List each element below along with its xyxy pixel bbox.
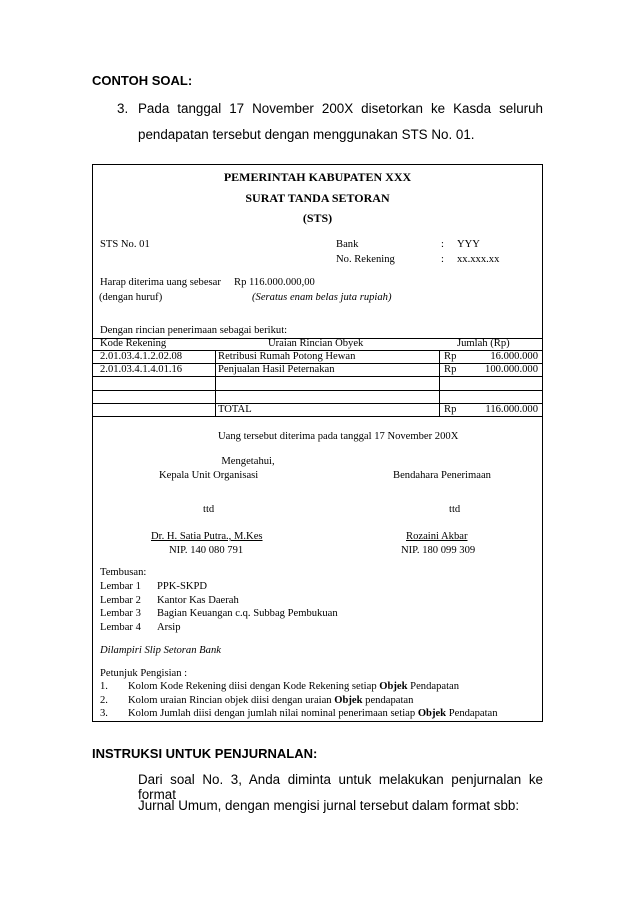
sts-title-government: PEMERINTAH KABUPATEN XXX [223,170,412,184]
column-header-uraian: Uraian Rincian Obyek [268,338,364,349]
bendahara-title: Bendahara Penerimaan [393,470,491,481]
petunjuk-label: Petunjuk Pengisian : [100,668,188,679]
instruksi-line-1: Dari soal No. 3, Anda diminta untuk melakukan penjurnalan ke format [138,772,543,802]
petunjuk-item: Kolom Kode Rekening diisi dengan Kode Rekening setiap Objek Pendapatan [128,681,460,692]
column-header-kode: Kode Rekening [100,338,167,349]
bank-label: Bank [336,239,359,250]
bank-value: YYY [457,239,480,250]
amount-words-value: (Seratus enam belas juta rupiah) [252,292,392,303]
tembusan-lembar: Lembar 3 [100,608,141,619]
ttd-left: ttd [203,504,215,515]
sts-form [92,164,543,722]
dilampiri-note: Dilampiri Slip Setoran Bank [100,645,221,656]
sts-title-form: SURAT TANDA SETORAN [245,191,390,205]
row-kode: 2.01.03.4.1.2.02.08 [100,351,183,362]
row-rp: Rp [444,351,457,362]
tembusan-lembar: Lembar 4 [100,622,141,633]
amount-label: Harap diterima uang sebesar [100,277,221,288]
question-number: 3. [117,101,129,116]
total-label: TOTAL [218,404,252,415]
sts-title-abbrev: (STS) [302,211,333,225]
kepala-title: Kepala Unit Organisasi [159,470,259,481]
petunjuk-item: Kolom Jumlah diisi dengan jumlah nilai nominal penerimaan setiap Objek Pendapatan [128,708,498,719]
signatory-right-nip: NIP. 180 099 309 [401,545,476,556]
petunjuk-item: Kolom uraian Rincian objek diisi dengan uraian Objek pendapatan [128,695,414,706]
account-separator: : [441,254,444,265]
instruksi-line-2: Jurnal Umum, dengan mengisi jurnal tersebut dalam format sbb: [138,798,520,813]
row-kode: 2.01.03.4.1.4.01.16 [100,364,183,375]
mengetahui-label: Mengetahui, [221,456,275,467]
tembusan-tujuan: Arsip [157,622,181,633]
row-rp: Rp [444,364,457,375]
account-label: No. Rekening [336,254,395,265]
total-value: 116.000.000 [485,404,538,415]
row-uraian: Retribusi Rumah Potong Hewan [218,351,356,362]
petunjuk-number: 2. [100,695,108,706]
tembusan-lembar: Lembar 1 [100,581,141,592]
question-line-2: pendapatan tersebut dengan menggunakan STS No. 01. [138,127,475,142]
signatory-left-name: Dr. H. Satia Putra., M.Kes [151,531,263,542]
rincian-intro: Dengan rincian penerimaan sebagai berikut: [100,325,288,336]
row-jumlah: 16.000.000 [490,351,538,362]
tembusan-label: Tembusan: [100,567,147,578]
tembusan-lembar: Lembar 2 [100,595,141,606]
instruksi-heading: INSTRUKSI UNTUK PENJURNALAN: [92,746,318,761]
amount-words-label: (dengan huruf) [99,292,163,303]
row-jumlah: 100.000.000 [485,364,538,375]
amount-value: Rp 116.000.000,00 [234,277,315,288]
column-header-jumlah: Jumlah (Rp) [457,338,510,349]
petunjuk-number: 1. [100,681,108,692]
petunjuk-number: 3. [100,708,108,719]
account-value: xx.xxx.xx [457,254,500,265]
ttd-right: ttd [449,504,461,515]
contoh-soal-heading: CONTOH SOAL: [92,73,193,88]
bank-separator: : [441,239,444,250]
tembusan-tujuan: Kantor Kas Daerah [157,595,239,606]
row-uraian: Penjualan Hasil Peternakan [218,364,335,375]
question-line-1: Pada tanggal 17 November 200X disetorkan ke Kasda seluruh [138,101,543,116]
tembusan-tujuan: Bagian Keuangan c.q. Subbag Pembukuan [157,608,338,619]
tembusan-tujuan: PPK-SKPD [157,581,208,592]
received-line: Uang tersebut diterima pada tanggal 17 November 200X [218,431,459,442]
signatory-left-nip: NIP. 140 080 791 [169,545,244,556]
sts-number: STS No. 01 [100,239,150,250]
signatory-right-name: Rozaini Akbar [406,531,468,542]
total-rp: Rp [444,404,457,415]
